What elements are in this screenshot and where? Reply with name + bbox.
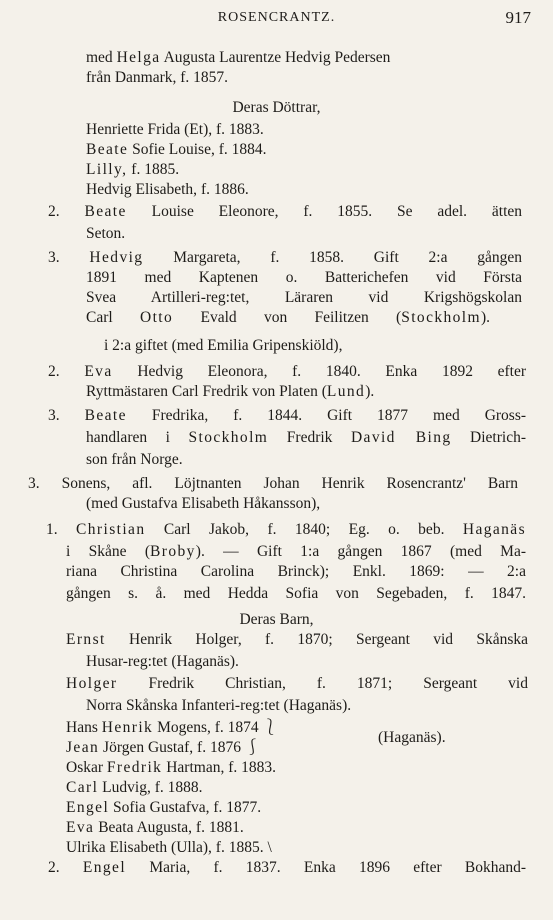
text-line: handlaren i Stockholm Fredrik David Bing Dietrich-: [86, 429, 526, 446]
text-line: från Danmark, f. 1857.: [86, 69, 229, 86]
text-line: gången s. å. med Hedda Sofia von Segebaden, f. 1847.: [66, 585, 527, 602]
text-line: Holger Fredrik Christian, f. 1871; Sergeant vid: [66, 675, 528, 692]
section-heading: Deras Döttrar,: [232, 99, 321, 116]
text-line: 3. Sonens, afl. Löjtnanten Johan Henrik Rosencrantz' Barn: [28, 475, 519, 492]
text-line: i Skåne (Broby). — Gift 1:a gången 1867 (med Ma-: [66, 543, 526, 560]
text-line: Svea Artilleri-reg:tet, Läraren vid Krigshögskolan: [86, 289, 522, 306]
text-line: 2. Engel Maria, f. 1837. Enka 1896 efter Bokhand-: [48, 859, 527, 876]
text-line: Ryttmästaren Carl Fredrik von Platen (Lund).: [86, 383, 375, 400]
header-title: ROSENCRANTZ.: [217, 10, 336, 25]
text-line: Hedvig Elisabeth, f. 1886.: [86, 181, 249, 198]
text-line: 2. Eva Hedvig Eleonora, f. 1840. Enka 1892 efter: [48, 363, 527, 380]
section-heading: Deras Barn,: [239, 611, 314, 628]
text-line: Engel Sofia Gustafva, f. 1877.: [66, 799, 262, 816]
text-line: Oskar Fredrik Hartman, f. 1883.: [66, 759, 276, 776]
text-line: Eva Beata Augusta, f. 1881.: [66, 819, 244, 836]
text-line: Henriette Frida (Et), f. 1883.: [86, 121, 264, 138]
text-line: i 2:a giftet (med Emilia Gripenskiöld),: [104, 337, 343, 354]
text-line: Beate Sofie Louise, f. 1884.: [86, 141, 267, 158]
text-line: Ulrika Elisabeth (Ulla), f. 1885. \: [66, 839, 272, 856]
text-line: Jean Jörgen Gustaf, f. 1876 ⎰: [66, 739, 261, 756]
text-line: 1891 med Kaptenen o. Batterichefen vid Första: [86, 269, 523, 286]
text-line: 3. Beate Fredrika, f. 1844. Gift 1877 med Gross-: [48, 407, 527, 424]
text-line: 3. Hedvig Margareta, f. 1858. Gift 2:a gången: [48, 249, 523, 266]
running-header: [0, 8, 553, 32]
text-line: Seton.: [86, 225, 126, 242]
text-line: Husar-reg:tet (Haganäs).: [86, 653, 239, 670]
text-line: Hans Henrik Mogens, f. 1874 ⎱: [66, 719, 279, 736]
text-line: Lilly, f. 1885.: [86, 161, 180, 178]
text-line: son från Norge.: [86, 451, 183, 468]
text-line: 1. Christian Carl Jakob, f. 1840; Eg. o. beb. Haganäs: [46, 521, 527, 538]
text-line: riana Christina Carolina Brinck); Enkl. 1869: — 2:a: [66, 563, 526, 580]
text-line: (med Gustafva Elisabeth Håkansson),: [86, 495, 321, 512]
side-note: (Haganäs).: [378, 729, 446, 746]
text-line: 2. Beate Louise Eleonore, f. 1855. Se adel. ätten: [48, 203, 523, 220]
text-line: Carl Otto Evald von Feilitzen (Stockholm).: [86, 309, 491, 326]
text-line: Carl Ludvig, f. 1888.: [66, 779, 203, 796]
text-line: Ernst Henrik Holger, f. 1870; Sergeant vid Skånska: [66, 631, 529, 648]
text-line: med Helga Augusta Laurentze Hedvig Pedersen: [86, 49, 391, 66]
page-number: 917: [505, 8, 531, 27]
text-line: Norra Skånska Infanteri-reg:tet (Haganäs).: [86, 697, 352, 714]
